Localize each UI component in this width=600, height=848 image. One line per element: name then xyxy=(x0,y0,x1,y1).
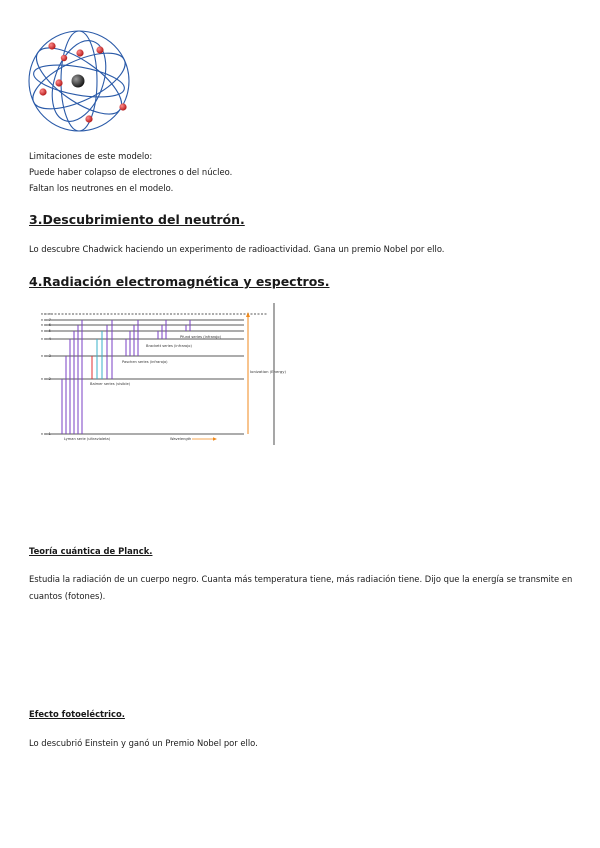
brackett-lines xyxy=(158,320,166,339)
level-label: n = 4 xyxy=(41,337,51,341)
balmer-lines xyxy=(92,320,112,379)
ionization-label: Ionization (Energy) xyxy=(250,369,286,374)
section-heading-radiation: 4.Radiación electromagnética y espectros. xyxy=(29,274,330,289)
level-label: n = 7 xyxy=(41,318,51,322)
series-labels xyxy=(64,335,222,441)
series-label-balmer: Balmer series (visible) xyxy=(90,382,131,386)
atom-illustration xyxy=(26,28,132,134)
level-label: n = 3 xyxy=(41,354,51,358)
section-heading-neutron: 3.Descubrimiento del neutrón. xyxy=(29,212,245,227)
level-label: n = 2 xyxy=(41,377,51,381)
series-label-brackett: Brackett series (infrarojo) xyxy=(146,344,192,348)
level-label: n = 5 xyxy=(41,329,51,333)
planck-text: Estudia la radiación de un cuerpo negro. Cuanta más temperatura tiene, más radiación tiene. Dijo que la energía se transmite en cuantos (fotones). xyxy=(29,574,573,601)
nucleus xyxy=(72,75,85,88)
photoelectric-text: Lo descubrió Einstein y ganó un Premio Nobel por ello. xyxy=(29,738,258,748)
series-label-lyman: Lyman serie (ultravioleta) xyxy=(64,437,111,441)
hydrogen-spectrum-diagram xyxy=(30,303,286,445)
level-label: n = 6 xyxy=(41,323,51,327)
photoelectric-heading: Efecto fotoeléctrico. xyxy=(29,709,125,719)
series-label-pfund: Pfund series (infrarojo) xyxy=(180,335,222,339)
limitations-title: Limitaciones de este modelo: xyxy=(29,151,153,161)
series-label-paschen: Paschen series (infrarojo) xyxy=(122,360,168,364)
planck-heading: Teoría cuántica de Planck. xyxy=(29,546,153,556)
wavelength-arrow-head xyxy=(213,437,217,440)
level-labels xyxy=(41,312,52,436)
wavelength-label: Wavelength xyxy=(170,437,192,441)
level-label: n = 1 xyxy=(41,432,51,436)
section-text-neutron: Lo descubre Chadwick haciendo un experimento de radioactividad. Gana un premio Nobel por ello. xyxy=(29,244,445,254)
level-label: n = ∞ xyxy=(41,312,52,316)
limitation-item: Puede haber colapso de electrones o del núcleo. xyxy=(29,167,233,177)
ionization-arrow-head xyxy=(246,312,250,317)
lyman-lines xyxy=(62,320,82,434)
limitation-item: Faltan los neutrones en el modelo. xyxy=(29,183,174,193)
pfund-lines xyxy=(186,320,190,331)
